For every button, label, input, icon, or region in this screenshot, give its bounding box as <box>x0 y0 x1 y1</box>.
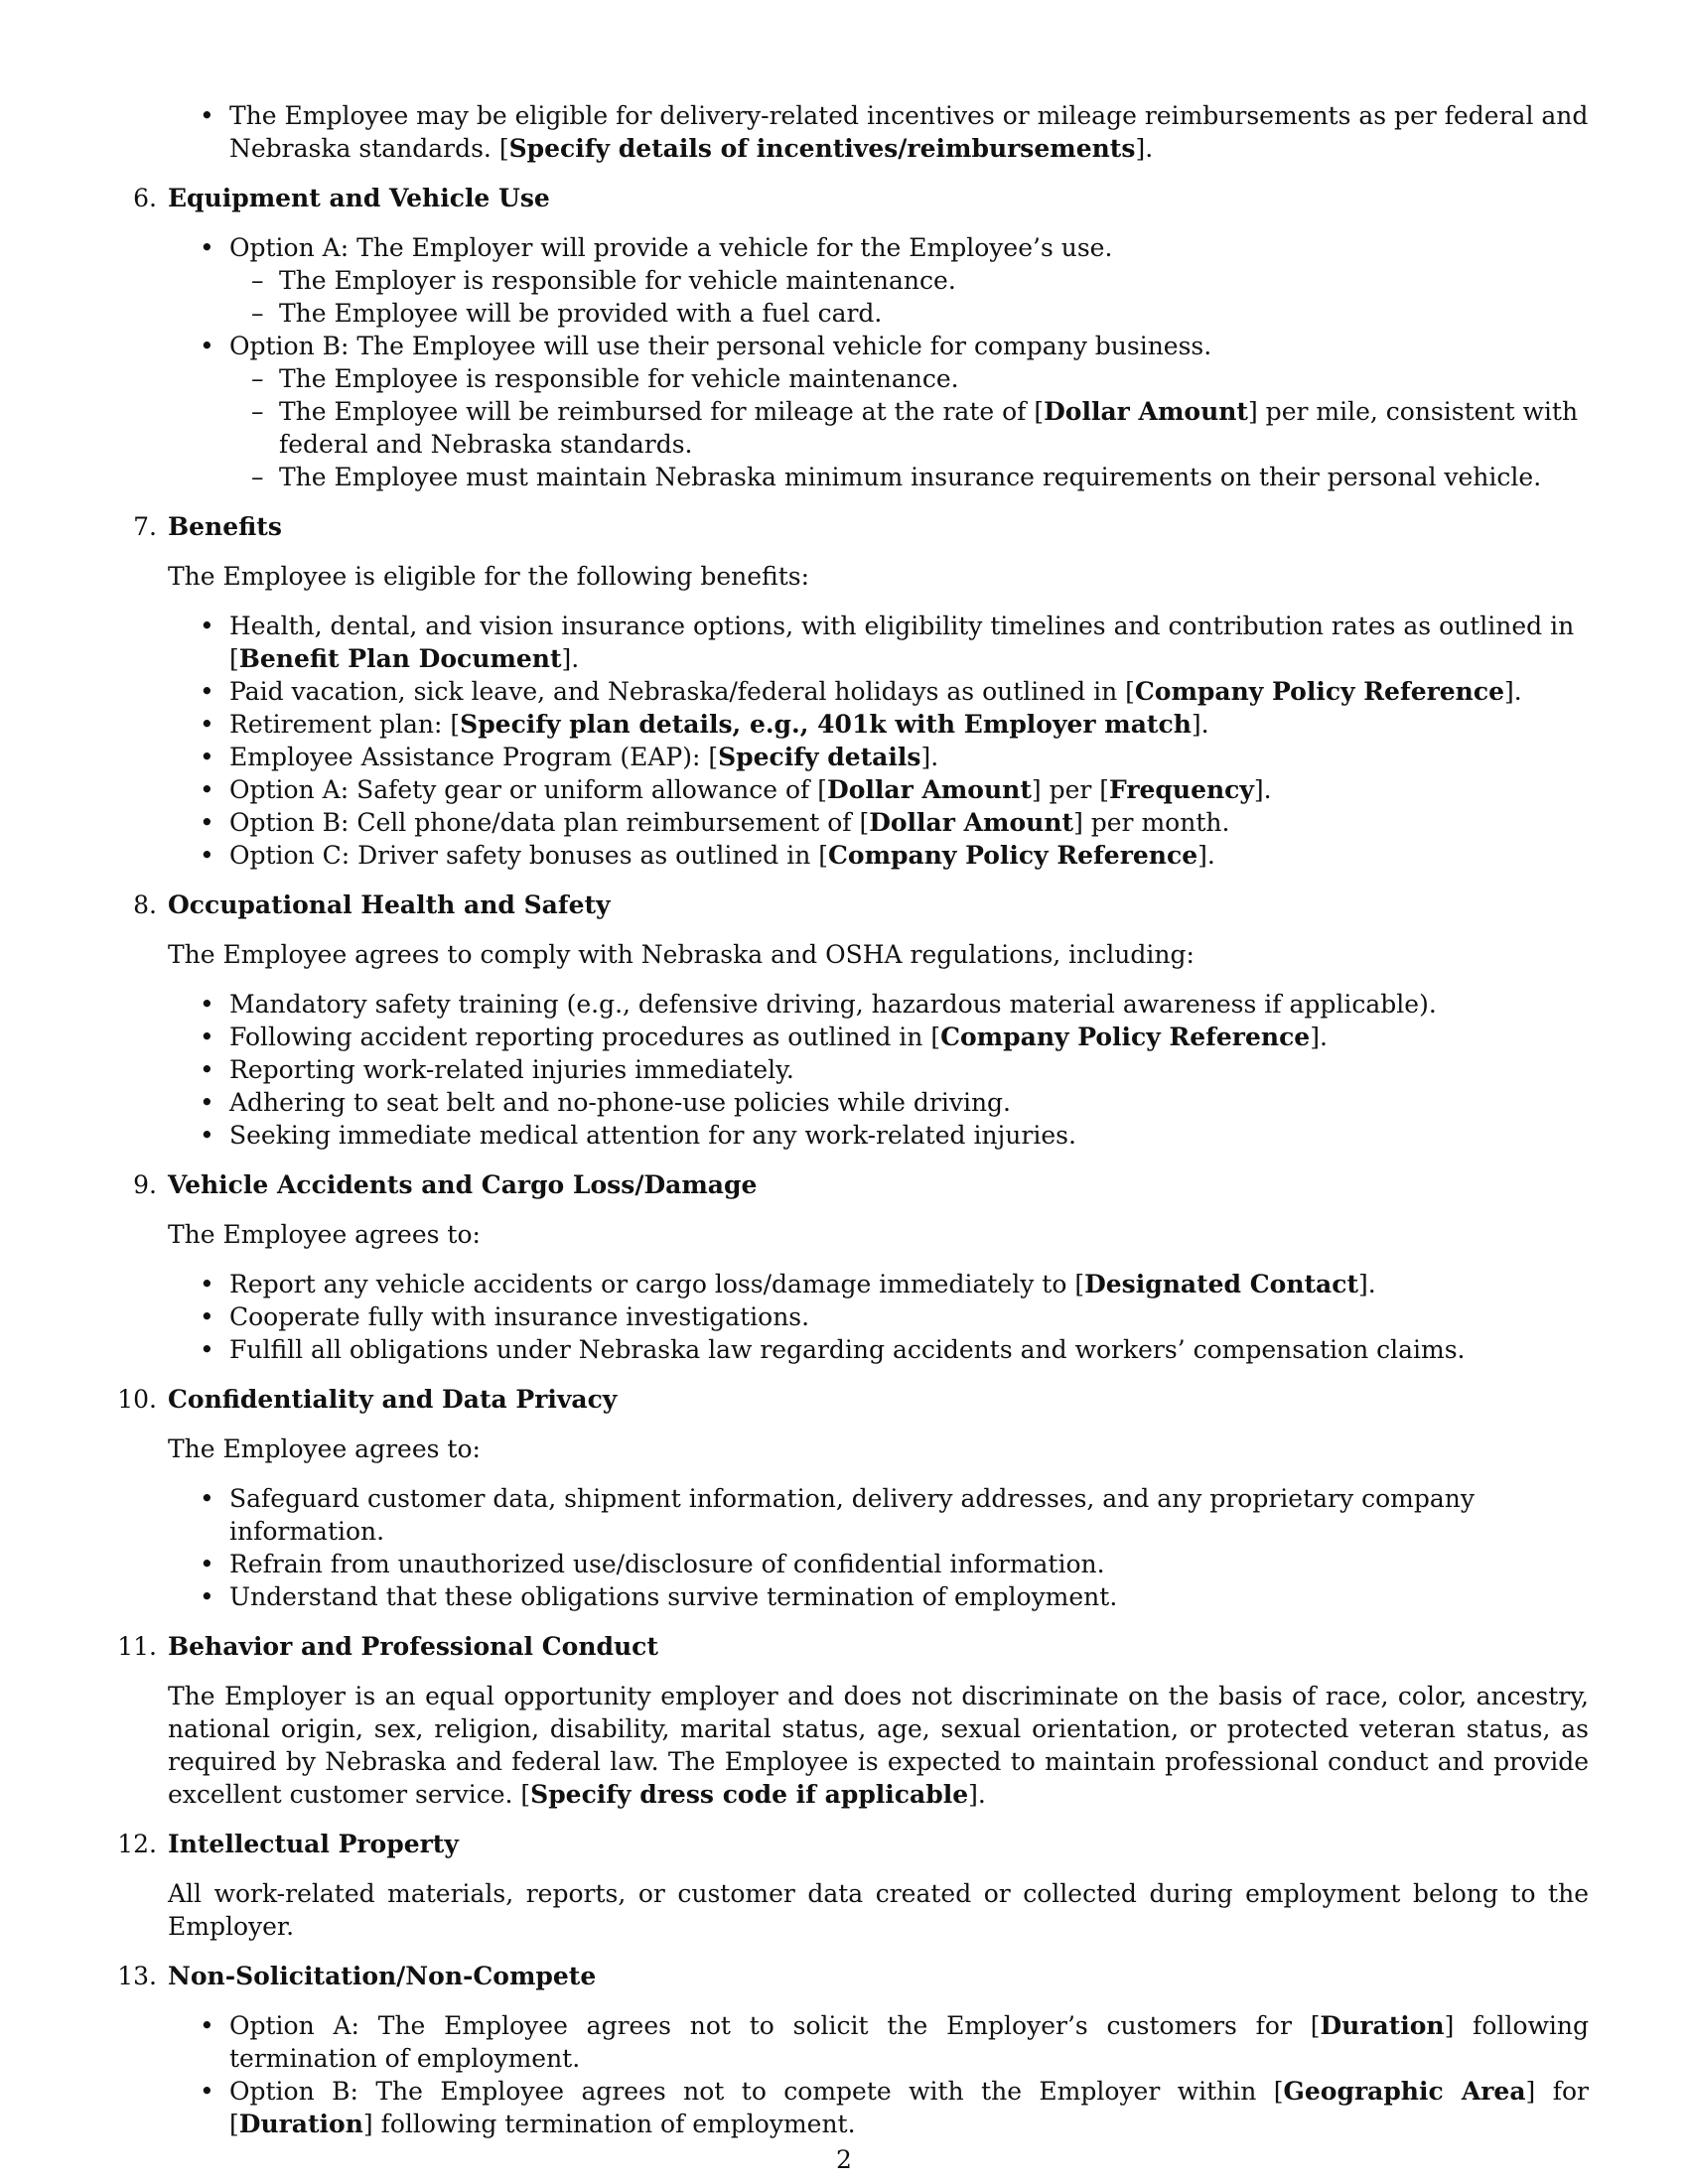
list-item: • Safeguard customer data, shipment information, delivery addresses, and any proprietary company information. <box>168 1482 1589 1548</box>
bullet-list <box>168 610 1589 872</box>
list-item: • Option A: The Employee agrees not to solicit the Employer’s customers for [Duration] following termination of employment. <box>168 2009 1589 2075</box>
list-item: • Seeking immediate medical attention for any work-related injuries. <box>168 1119 1589 1152</box>
list-item: • Understand that these obligations survive termination of employment. <box>168 1580 1589 1613</box>
section-heading: 6. Equipment and Vehicle Use <box>133 184 550 212</box>
bullet-list <box>168 2009 1589 2140</box>
section-intro: The Employee is eligible for the following benefits: <box>168 562 810 591</box>
list-item: • Retirement plan: [Specify plan details, e.g., 401k with Employer match]. <box>168 708 1589 741</box>
list-item: • Paid vacation, sick leave, and Nebraska/federal holidays as outlined in [Company Policy Reference]. <box>168 675 1589 708</box>
list-item: • Refrain from unauthorized use/disclosure of confidential information. <box>168 1548 1589 1580</box>
section-occupational-health-safety <box>133 888 1589 1152</box>
section-heading: 7. Benefits <box>133 512 282 541</box>
list-item: • Following accident reporting procedures as outlined in [Company Policy Reference]. <box>168 1021 1589 1053</box>
sub-list-item: – The Employee must maintain Nebraska minimum insurance requirements on their personal vehicle. <box>168 461 1589 493</box>
section-vehicle-accidents <box>133 1168 1589 1366</box>
bullet-list <box>168 1268 1589 1366</box>
section-intro: The Employee agrees to: <box>168 1220 481 1249</box>
list-item: • Option A: The Employer will provide a vehicle for the Employee’s use. <box>168 231 1589 264</box>
document-page <box>117 99 1589 2140</box>
list-item: • Fulfill all obligations under Nebraska law regarding accidents and workers’ compensation claims. <box>168 1333 1589 1366</box>
list-item: • Reporting work-related injuries immediately. <box>168 1053 1589 1086</box>
incentives-bullet: • The Employee may be eligible for delivery-related incentives or mileage reimbursements as per federal and Nebraska standards. [Specify details of incentives/reimbursements]. <box>168 99 1589 165</box>
bullet-list <box>168 1482 1589 1613</box>
section-behavior-conduct <box>117 1630 1589 1811</box>
list-item: • Employee Assistance Program (EAP): [Specify details]. <box>168 741 1589 773</box>
sub-list-item: – The Employee is responsible for vehicle maintenance. <box>168 362 1589 395</box>
section-heading: 10. Confidentiality and Data Privacy <box>117 1385 618 1414</box>
list-item: • Mandatory safety training (e.g., defensive driving, hazardous material awareness if applicable). <box>168 988 1589 1021</box>
section-intellectual-property <box>117 1828 1589 1943</box>
list-item: • Report any vehicle accidents or cargo loss/damage immediately to [Designated Contact]. <box>168 1268 1589 1300</box>
section-heading: 13. Non-Solicitation/Non-Compete <box>117 1962 597 1990</box>
list-item: • Cooperate fully with insurance investigations. <box>168 1300 1589 1333</box>
list-item: • Option B: The Employee will use their personal vehicle for company business. <box>168 330 1589 362</box>
section-heading: 9. Vehicle Accidents and Cargo Loss/Damage <box>133 1170 758 1199</box>
list-item: • Option A: Safety gear or uniform allowance of [Dollar Amount] per [Frequency]. <box>168 773 1589 806</box>
section-intro: The Employee agrees to: <box>168 1434 481 1463</box>
page-number: 2 <box>836 2145 852 2174</box>
section-intro: The Employee agrees to comply with Nebraska and OSHA regulations, including: <box>168 940 1195 969</box>
section-heading: 8. Occupational Health and Safety <box>133 890 611 919</box>
section-heading: 12. Intellectual Property <box>117 1830 459 1858</box>
section-body: The Employer is an equal opportunity employer and does not discriminate on the basis of race, color, ancestry, national origin, sex, religion, disability, marital status, age, sexual orientation, or protected veteran status, as required by Nebraska and federal law. The Employee is expected to maintain professional conduct and provide excellent customer service. [Specify dress code if applicable]. <box>168 1682 1589 1809</box>
sub-list-item: – The Employee will be provided with a fuel card. <box>168 297 1589 330</box>
list-item: • Option C: Driver safety bonuses as outlined in [Company Policy Reference]. <box>168 839 1589 872</box>
bullet-list <box>168 231 1589 493</box>
section-heading: 11. Behavior and Professional Conduct <box>117 1632 658 1661</box>
sub-list-item: – The Employee will be reimbursed for mileage at the rate of [Dollar Amount] per mile, consistent with federal and Nebraska standards. <box>168 395 1589 461</box>
section-benefits <box>133 510 1589 872</box>
sub-list-item: – The Employer is responsible for vehicle maintenance. <box>168 264 1589 297</box>
list-item: • Adhering to seat belt and no-phone-use policies while driving. <box>168 1086 1589 1119</box>
section-confidentiality <box>117 1383 1589 1613</box>
bullet-list <box>168 988 1589 1152</box>
section-non-solicitation <box>117 1960 1589 2140</box>
list-item: • Option B: Cell phone/data plan reimbursement of [Dollar Amount] per month. <box>168 806 1589 839</box>
section-body: All work-related materials, reports, or customer data created or collected during employment belong to the Employer. <box>168 1879 1589 1941</box>
section-equipment-vehicle-use <box>133 182 1589 493</box>
list-item: • Option B: The Employee agrees not to compete with the Employer within [Geographic Area] for [Duration] following termination of employment. <box>168 2075 1589 2140</box>
list-item: • Health, dental, and vision insurance options, with eligibility timelines and contribution rates as outlined in [Benefit Plan Document]. <box>168 610 1589 675</box>
